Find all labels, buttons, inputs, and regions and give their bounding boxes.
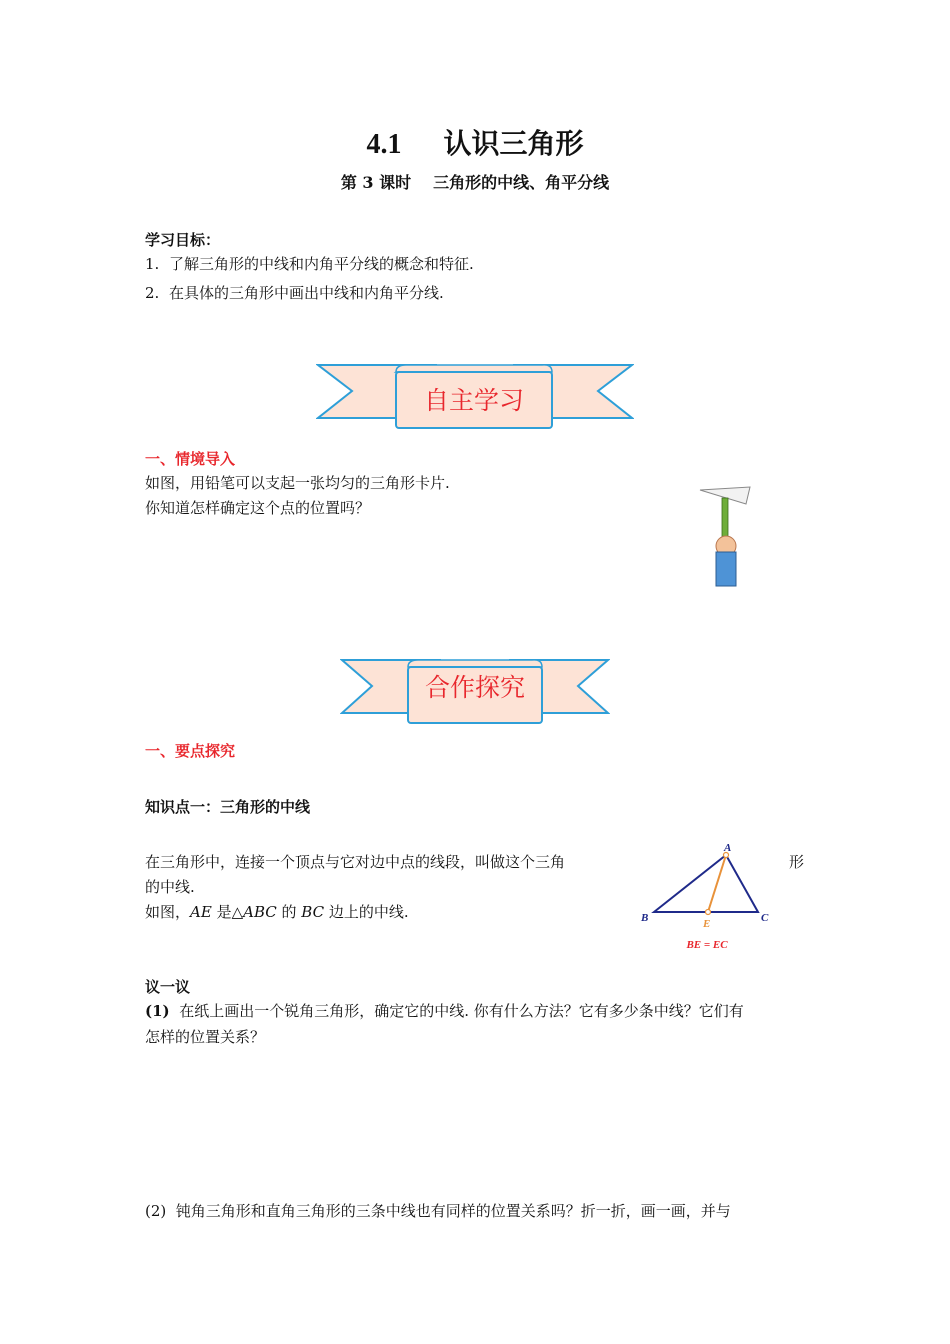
question-number: (2) [145,1202,167,1220]
question-1 [145,999,744,1023]
banner-top-curl [396,365,552,372]
objective-text: 了解三角形的中线和内角平分线的概念和特征. [169,255,474,273]
triangle-abc [654,855,758,912]
example-text [145,900,409,924]
objective-text: 在具体的三角形中画出中线和内角平分线. [169,284,444,302]
question-text: 钝角三角形和直角三角形的三条中线也有同样的位置关系吗？折一折，画一画，并与 [175,1202,731,1220]
label-e: E [703,918,711,930]
question-text: 怎样的位置关系？ [145,1028,266,1046]
sleeve [716,552,736,586]
banner-label: 合作探究 [424,673,526,702]
objective-number: 1. [145,255,160,273]
figure-caption: BE = EC [686,939,728,951]
example-suffix: 边上的中线. [324,903,409,921]
page-subtitle [0,170,950,193]
objective-item [145,252,474,276]
question-text: 在纸上画出一个锐角三角形，确定它的中线. 你有什么方法？它有多少条中线？它们有 [179,1002,744,1020]
knowledge-heading: 知识点一：三角形的中线 [145,798,311,816]
definition-text: 的中线. [145,878,195,896]
label-a: A [724,842,732,854]
banner-top-curl [408,660,542,667]
label-c: C [761,912,769,924]
objectives-heading: 学习目标： [145,231,221,249]
midpoint-e-dot [706,910,711,915]
intro-text: 如图，用铅笔可以支起一张均匀的三角形卡片. [145,474,450,492]
median-ae [708,855,726,912]
objective-item [145,281,444,305]
question-number: (1) [145,1002,170,1020]
example-mid: 的 [276,903,302,921]
label-b: B [641,912,649,924]
segment-ae: AE [190,903,212,921]
banner-self-study [316,360,634,432]
lesson-label: 第 3 课时 [340,173,412,192]
question-2 [145,1199,731,1223]
example-prefix: 如图， [145,903,191,921]
definition-text: 形 [789,853,805,871]
side-bc: BC [301,903,325,921]
pencil-card-illustration [698,484,756,588]
triangle-abc: ABC [243,903,277,921]
banner-label: 自主学习 [423,386,525,415]
lesson-topic: 三角形的中线、角平分线 [433,173,610,192]
section-heading: 一、要点探究 [145,742,236,760]
banner-cooperative [340,655,610,727]
discuss-heading: 议一议 [145,978,191,996]
title-text: 认识三角形 [443,127,584,160]
page-title [0,122,950,162]
section-heading: 一、情境导入 [145,450,236,468]
objective-number: 2. [145,284,160,302]
definition-text: 在三角形中，连接一个顶点与它对边中点的线段，叫做这个三角 [145,853,566,871]
intro-text: 你知道怎样确定这个点的位置吗？ [145,499,371,517]
example-mid: 是△ [211,903,244,921]
section-number: 4.1 [366,129,402,160]
triangle-median-figure [636,838,776,954]
